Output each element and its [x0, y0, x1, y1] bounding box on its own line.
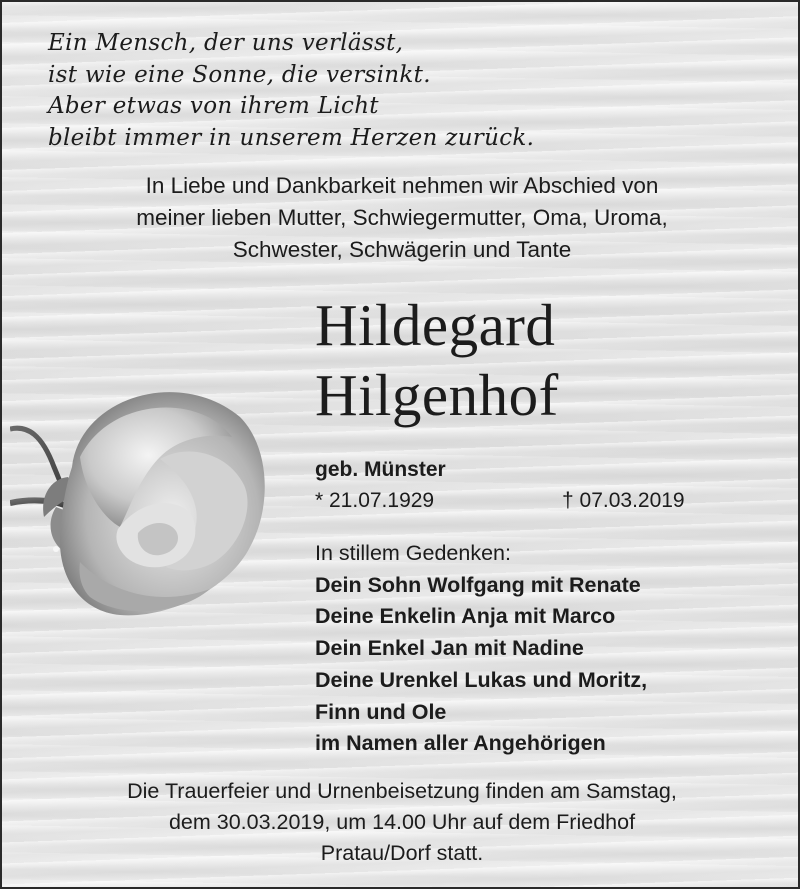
rose-icon: [10, 357, 280, 632]
mourner-line: Deine Enkelin Anja mit Marco: [315, 604, 616, 629]
last-name: Hilgenhof: [315, 362, 559, 428]
mourner-line: Finn und Ole: [315, 699, 447, 724]
funeral-line: dem 30.03.2019, um 14.00 Uhr auf dem Friedhof: [168, 810, 636, 834]
deceased-name: [315, 290, 559, 430]
poem: [48, 28, 534, 154]
death-date: † 07.03.2019: [562, 489, 685, 512]
poem-line: bleibt immer in unserem Herzen zurück.: [48, 124, 535, 151]
intro-line: meiner lieben Mutter, Schwiegermutter, Oma, Uroma,: [136, 205, 668, 230]
mourner-line: Dein Enkel Jan mit Nadine: [315, 636, 584, 661]
mourner-line: Deine Urenkel Lukas und Moritz,: [315, 667, 648, 692]
farewell-intro: [2, 170, 800, 266]
poem-line: Aber etwas von ihrem Licht: [48, 93, 379, 119]
funeral-info: [2, 776, 800, 869]
mourner-line: Dein Sohn Wolfgang mit Renate: [315, 572, 641, 597]
funeral-line: Pratau/Dorf statt.: [320, 841, 484, 865]
mourner-line: im Namen aller Angehörigen: [315, 731, 606, 756]
funeral-line: Die Trauerfeier und Urnenbeisetzung finden am Samstag,: [127, 779, 677, 803]
poem-line: Ein Mensch, der uns verlässt,: [48, 30, 404, 56]
intro-line: In Liebe und Dankbarkeit nehmen wir Abschied von: [145, 173, 659, 198]
first-name: Hildegard: [315, 292, 556, 358]
intro-line: Schwester, Schwägerin und Tante: [232, 237, 572, 262]
mourners-list: [315, 538, 647, 760]
maiden-name: geb. Münster: [315, 458, 446, 481]
birth-date: * 21.07.1929: [315, 489, 435, 512]
poem-line: ist wie eine Sonne, die versinkt.: [48, 61, 431, 88]
mourners-heading: In stillem Gedenken:: [315, 541, 511, 565]
